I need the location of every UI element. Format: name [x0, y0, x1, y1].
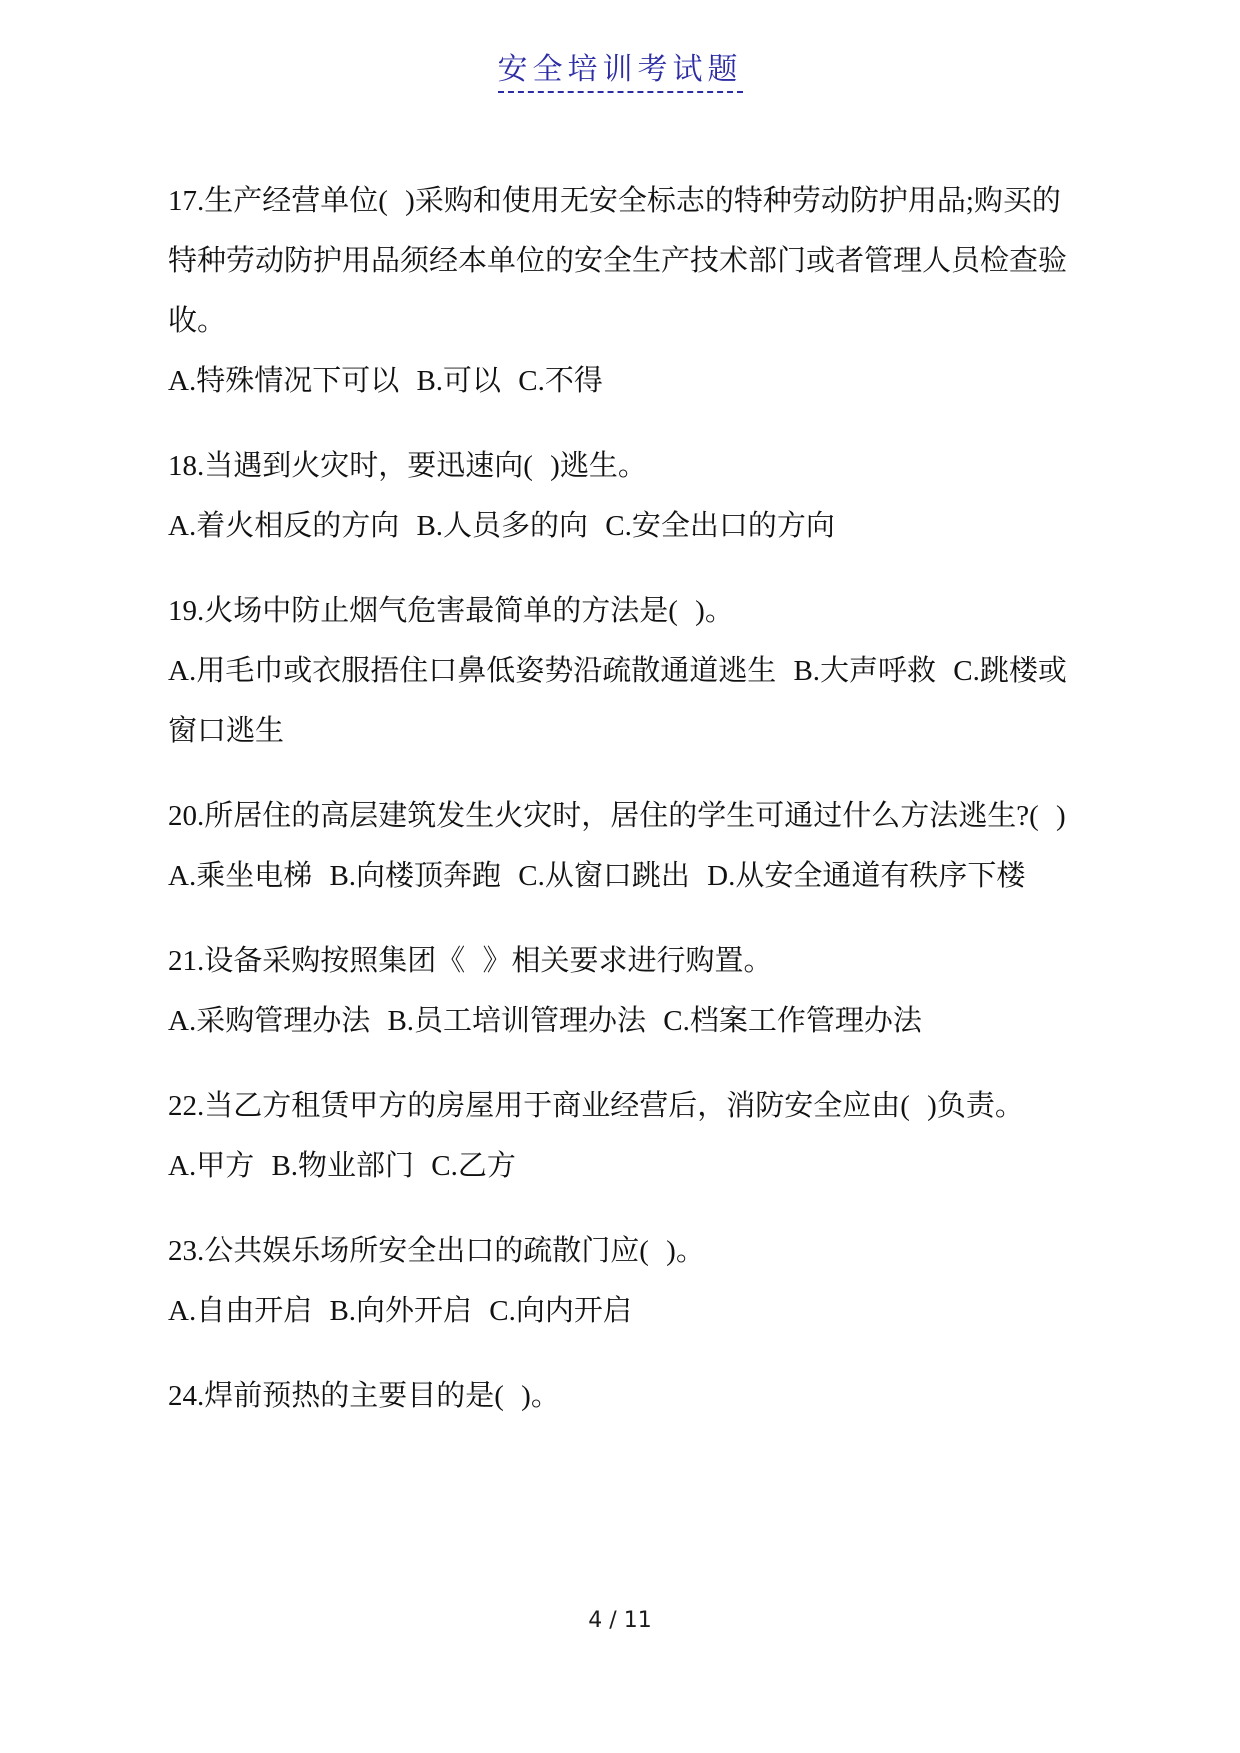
question-block-17: [168, 171, 1075, 411]
question-options: A.特殊情况下可以 B.可以 C.不得: [168, 365, 603, 397]
question-block-23: [168, 1221, 1075, 1341]
question-text: 18.当遇到火灾时，要迅速向( )逃生。: [168, 450, 647, 482]
question-text: 21.设备采购按照集团《 》相关要求进行购置。: [168, 945, 773, 977]
question-block-19: [168, 581, 1075, 761]
question-block-22: [168, 1076, 1075, 1196]
page-number: 4 / 11: [588, 1608, 652, 1633]
document-title-link[interactable]: 安全培训考试题: [498, 44, 743, 93]
question-text: 22.当乙方租赁甲方的房屋用于商业经营后，消防安全应由( )负责。: [168, 1090, 1024, 1122]
question-options: A.着火相反的方向 B.人员多的向 C.安全出口的方向: [168, 510, 835, 542]
question-text: 24.焊前预热的主要目的是( )。: [168, 1380, 560, 1412]
question-options: A.采购管理办法 B.员工培训管理办法 C.档案工作管理办法: [168, 1005, 922, 1037]
header: [0, 0, 1240, 93]
page-footer: [0, 1608, 1240, 1633]
question-block-24: [168, 1366, 1075, 1426]
question-text: 17.生产经营单位( )采购和使用无安全标志的特种劳动防护用品;购买的特种劳动防护用品须经本单位的安全生产技术部门或者管理人员检查验收。: [168, 185, 1068, 337]
question-block-20: [168, 786, 1075, 906]
question-options: A.乘坐电梯 B.向楼顶奔跑 C.从窗口跳出 D.从安全通道有秩序下楼: [168, 860, 1026, 892]
question-text: 20.所居住的高层建筑发生火灾时，居住的学生可通过什么方法逃生?( ): [168, 800, 1066, 832]
question-options: A.自由开启 B.向外开启 C.向内开启: [168, 1295, 632, 1327]
question-options: A.用毛巾或衣服捂住口鼻低姿势沿疏散通道逃生 B.大声呼救 C.跳楼或窗口逃生: [168, 655, 1067, 747]
question-block-18: [168, 436, 1075, 556]
question-text: 19.火场中防止烟气危害最简单的方法是( )。: [168, 595, 734, 627]
question-block-21: [168, 931, 1075, 1051]
question-text: 23.公共娱乐场所安全出口的疏散门应( )。: [168, 1235, 705, 1267]
question-options: A.甲方 B.物业部门 C.乙方: [168, 1150, 516, 1182]
question-list: [168, 171, 1075, 1426]
